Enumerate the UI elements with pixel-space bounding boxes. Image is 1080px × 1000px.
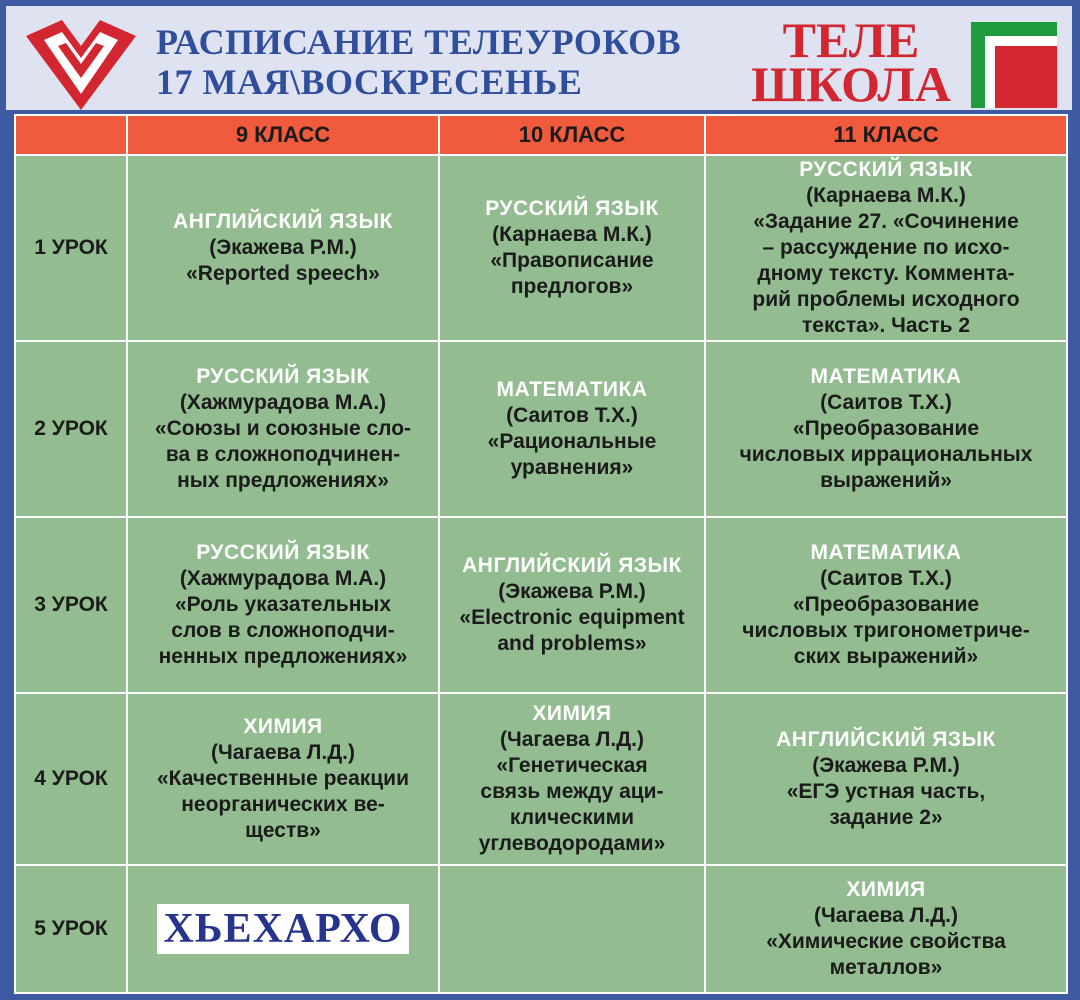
schedule-cell — [439, 341, 705, 517]
lesson-topic-line: текста». Часть 2 — [801, 314, 970, 337]
schedule-cell — [127, 693, 439, 865]
schedule-cell — [439, 155, 705, 341]
schedule-cell — [127, 517, 439, 693]
lesson-topic-line: «Electronic equipment — [459, 606, 685, 629]
lesson-topic-line: слов в сложноподчи- — [171, 619, 395, 642]
teacher-name: (Чагаева Л.Д.) — [813, 904, 959, 927]
teacher-name: (Экажева Р.М.) — [812, 754, 960, 777]
table-row — [15, 693, 1067, 865]
lesson-topic-line: «Преобразование — [792, 417, 980, 440]
title-line-2: 17 МАЯ\ВОСКРЕСЕНЬЕ — [156, 62, 583, 102]
teacher-name: (Саитов Т.Х.) — [820, 567, 952, 590]
lesson-topic-line: клическими — [509, 806, 635, 829]
schedule-cell — [439, 865, 705, 993]
lesson-topic-line: «Задание 27. «Сочинение — [753, 210, 1019, 233]
schedule-cell — [705, 517, 1067, 693]
subject-name: АНГЛИЙСКИЙ ЯЗЫК — [776, 728, 996, 751]
table-row — [15, 341, 1067, 517]
schedule-cell — [439, 517, 705, 693]
lesson-topic-line: ществ» — [245, 819, 321, 842]
chechen-flag-icon — [971, 22, 1057, 108]
corner-cell — [15, 115, 127, 155]
subject-name: РУССКИЙ ЯЗЫК — [485, 197, 659, 220]
schedule-cell — [439, 693, 705, 865]
lesson-topic-line: металлов» — [829, 956, 943, 979]
lesson-topic-line: предлогов» — [510, 275, 634, 298]
schedule-cell — [705, 341, 1067, 517]
table-row — [15, 517, 1067, 693]
subject-name: ХИМИЯ — [846, 878, 926, 901]
subject-name: МАТЕМАТИКА — [496, 378, 648, 401]
lesson-topic-line: «Генетическая — [496, 754, 648, 777]
lesson-topic-line: числовых иррациональных — [739, 443, 1033, 466]
channel-logo-icon — [22, 16, 140, 112]
title-line-1: РАСПИСАНИЕ ТЕЛЕУРОКОВ — [156, 22, 682, 62]
column-header-10: 10 КЛАСС — [439, 115, 705, 155]
lesson-topic-line: «Химические свойства — [766, 930, 1006, 953]
lesson-label: 4 УРОК — [15, 693, 127, 865]
lesson-label: 3 УРОК — [15, 517, 127, 693]
lesson-topic-line: рий проблемы исходного — [752, 288, 1020, 311]
subject-name: РУССКИЙ ЯЗЫК — [196, 365, 370, 388]
subject-name: МАТЕМАТИКА — [810, 365, 962, 388]
lesson-topic-line: «Преобразование — [792, 593, 980, 616]
subject-name: АНГЛИЙСКИЙ ЯЗЫК — [173, 210, 393, 233]
subject-name: ХИМИЯ — [243, 715, 323, 738]
page-title — [156, 22, 716, 102]
lesson-topic-line: «Союзы и союзные сло- — [154, 417, 412, 440]
lesson-topic-line: ных предложениях» — [177, 469, 389, 492]
schedule-cell — [705, 865, 1067, 993]
lesson-topic-line: ва в сложноподчинен- — [165, 443, 401, 466]
subject-name: РУССКИЙ ЯЗЫК — [799, 158, 973, 181]
lesson-topic-line: выражений» — [820, 469, 952, 492]
schedule-table — [14, 114, 1068, 994]
teacher-name: (Чагаева Л.Д.) — [210, 741, 356, 764]
schedule-cell — [705, 693, 1067, 865]
lesson-topic-line: «Роль указательных — [174, 593, 392, 616]
lesson-label: 2 УРОК — [15, 341, 127, 517]
lesson-topic-line: числовых тригонометриче- — [742, 619, 1030, 642]
lesson-topic-line: «ЕГЭ устная часть, — [786, 780, 986, 803]
lesson-label: 5 УРОК — [15, 865, 127, 993]
subject-name: АНГЛИЙСКИЙ ЯЗЫК — [462, 554, 682, 577]
lesson-topic-line: «Reported speech» — [186, 262, 380, 285]
lesson-topic-line: – рассуждение по исхо- — [762, 236, 1010, 259]
subject-name: МАТЕМАТИКА — [810, 541, 962, 564]
teacher-name: (Саитов Т.Х.) — [506, 404, 638, 427]
teacher-name: (Чагаева Л.Д.) — [499, 728, 645, 751]
lesson-topic-line: задание 2» — [829, 806, 943, 829]
schedule-cell — [127, 865, 439, 993]
lesson-topic-line: and problems» — [497, 632, 647, 655]
lesson-topic-line: неорганических ве- — [181, 793, 385, 816]
column-header-11: 11 КЛАСС — [705, 115, 1067, 155]
schedule-cell — [705, 155, 1067, 341]
lesson-topic-line: связь между аци- — [480, 780, 664, 803]
header — [6, 6, 1072, 110]
brand-line-1: ТЕЛЕ — [782, 12, 920, 68]
brand-wordmark — [751, 12, 951, 112]
lesson-topic-line: «Качественные реакции — [156, 767, 410, 790]
teacher-name: (Хажмурадова М.А.) — [179, 567, 387, 590]
lesson-topic-line: уравнения» — [510, 456, 634, 479]
schedule-cell — [127, 155, 439, 341]
lesson-topic-line: «Рациональные — [487, 430, 657, 453]
lesson-topic-line: ских выражений» — [793, 645, 979, 668]
lesson-topic-line: ненных предложениях» — [158, 645, 408, 668]
column-header-9: 9 КЛАСС — [127, 115, 439, 155]
teacher-name: (Карнаева М.К.) — [806, 184, 966, 207]
subject-name: РУССКИЙ ЯЗЫК — [196, 541, 370, 564]
teacher-name: (Хажмурадова М.А.) — [179, 391, 387, 414]
lesson-topic-line: «Правописание — [490, 249, 654, 272]
lesson-topic-line: углеводородами» — [478, 832, 666, 855]
teacher-name: (Карнаева М.К.) — [492, 223, 652, 246]
hexarxo-banner: ХЬЕХАРХО — [157, 904, 408, 954]
brand-line-2: ШКОЛА — [751, 56, 951, 112]
teacher-name: (Саитов Т.Х.) — [820, 391, 952, 414]
subject-name: ХИМИЯ — [532, 702, 612, 725]
table-row — [15, 155, 1067, 341]
schedule-cell — [127, 341, 439, 517]
table-row — [15, 865, 1067, 993]
lesson-topic-line: дному тексту. Коммента- — [757, 262, 1015, 285]
teacher-name: (Экажева Р.М.) — [498, 580, 646, 603]
column-header-row — [15, 115, 1067, 155]
lesson-label: 1 УРОК — [15, 155, 127, 341]
teacher-name: (Экажева Р.М.) — [209, 236, 357, 259]
